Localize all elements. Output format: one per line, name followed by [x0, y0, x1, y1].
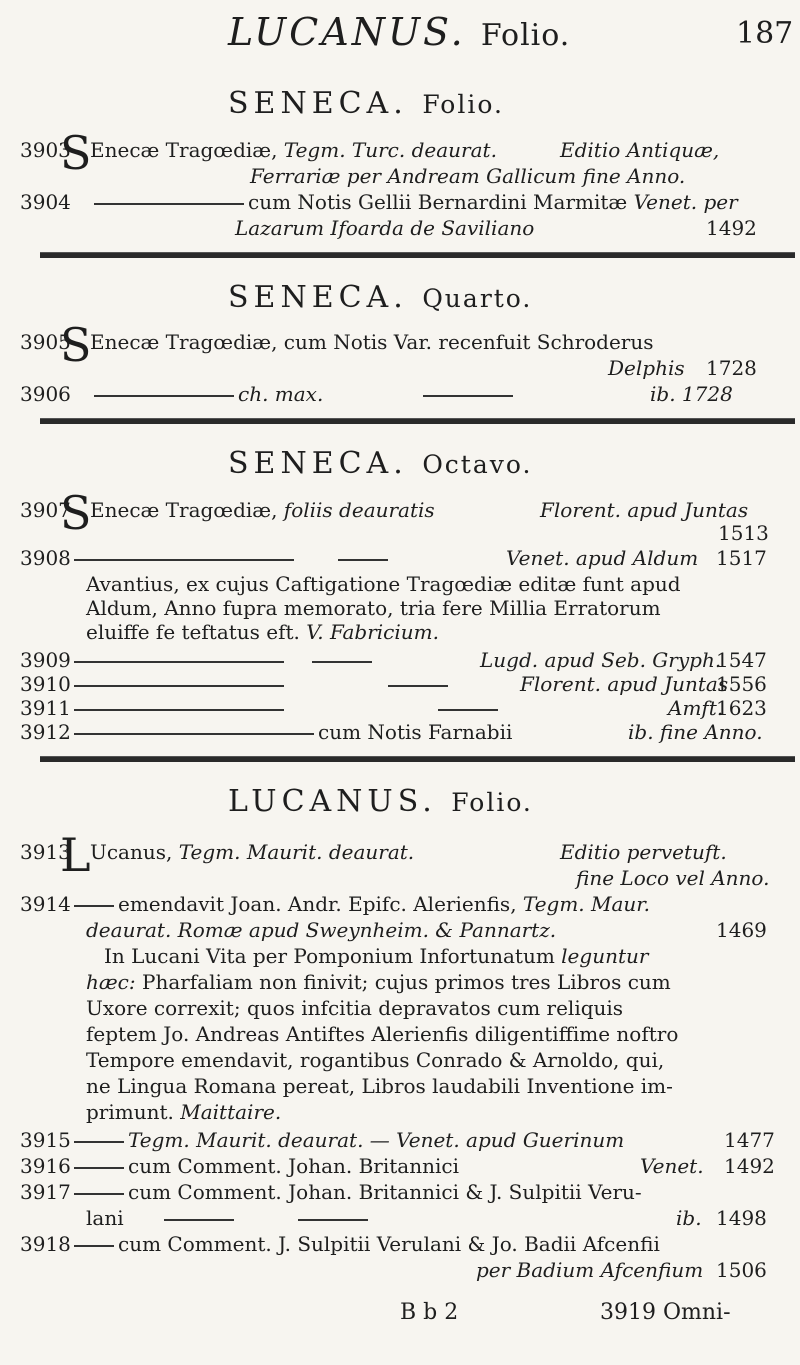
- entry-year: 1469: [716, 918, 767, 942]
- drop-cap: L: [60, 828, 91, 882]
- entry-line: cum Notis Farnabii: [70, 720, 512, 744]
- entry-line: [70, 696, 502, 720]
- section-heading-lucanus-folio: LUCANUS. Folio.: [228, 784, 533, 819]
- ditto-dash: [74, 661, 284, 663]
- entry-line: cum Comment. Johan. Britannici: [70, 1154, 459, 1178]
- entry-place: Florent. apud Juntas: [540, 498, 749, 522]
- entry-line: deaurat. Romæ apud Sweynheim. & Pannartz.: [86, 918, 557, 942]
- entry-year: 1513: [718, 521, 769, 545]
- entry-line: lani: [86, 1206, 372, 1230]
- entry-line: emendavit Joan. Andr. Epifc. Alerienfis, Tegm. Maur.: [70, 892, 650, 916]
- note-line: hæc: Pharfaliam non finivit; cujus primos tres Libros cum: [86, 970, 671, 994]
- entry-number: 3903: [20, 138, 71, 162]
- note-line: ne Lingua Romana pereat, Libros laudabili Inventione im-: [86, 1074, 673, 1098]
- entry-edition: Editio pervetuft.: [560, 840, 727, 864]
- section-heading-seneca-folio: SENECA. Folio.: [228, 86, 504, 121]
- entry-place: per Badium Afcenfium: [476, 1258, 704, 1282]
- entry-place: Lugd. apud Seb. Gryph.: [480, 648, 722, 672]
- entry-edition: Editio Antiquæ,: [560, 138, 720, 162]
- entry-place: Delphis: [608, 356, 685, 380]
- running-head-title: LUCANUS.: [228, 10, 466, 54]
- ditto-dash: [338, 559, 388, 561]
- entry-number: 3916: [20, 1154, 71, 1178]
- ditto-dash: [298, 1219, 368, 1221]
- entry-line: cum Comment. J. Sulpitii Verulani & Jo. Badii Afcenfii: [70, 1232, 660, 1256]
- ditto-dash: [423, 395, 513, 397]
- ditto-dash: [438, 709, 498, 711]
- section-rule: [40, 756, 795, 762]
- ditto-dash: [312, 661, 372, 663]
- drop-cap: S: [60, 318, 92, 372]
- ditto-dash: [74, 685, 284, 687]
- entry-year: 1498: [716, 1206, 767, 1230]
- entry-number: 3909: [20, 648, 71, 672]
- entry-place: ib. fine Anno.: [628, 720, 763, 744]
- drop-cap: S: [60, 486, 92, 540]
- section-rule: [40, 252, 795, 258]
- entry-number: 3914: [20, 892, 71, 916]
- entry-number: 3915: [20, 1128, 71, 1152]
- entry-year: 1506: [716, 1258, 767, 1282]
- entry-year: 1492: [724, 1154, 775, 1178]
- entry-year: ib. 1728: [650, 382, 733, 406]
- note-line: feptem Jo. Andreas Antiftes Alerienfis diligentiffime noftro: [86, 1022, 679, 1046]
- entry-number: 3913: [20, 840, 71, 864]
- entry-line: Ferrariæ per Andream Gallicum fine Anno.: [250, 164, 686, 188]
- entry-number: 3910: [20, 672, 71, 696]
- entry-line: Enecæ Tragœdiæ, Tegm. Turc. deaurat.: [90, 138, 497, 162]
- entry-line: cum Notis Gellii Bernardini Marmitæ Venet. per: [90, 190, 738, 214]
- entry-year: 1623: [716, 696, 767, 720]
- ditto-dash: [74, 1245, 114, 1247]
- note-line: In Lucani Vita per Pomponium Infortunatum leguntur: [104, 944, 649, 968]
- entry-place: Venet. apud Aldum: [506, 546, 699, 570]
- ditto-dash: [74, 733, 314, 735]
- entry-line: [70, 648, 376, 672]
- entry-number: 3912: [20, 720, 71, 744]
- entry-year: 1547: [716, 648, 767, 672]
- signature-mark: B b 2: [400, 1300, 459, 1325]
- entry-line: [70, 546, 392, 570]
- running-head: [228, 10, 570, 54]
- running-head-format: Folio.: [480, 18, 571, 53]
- entry-place: Venet.: [640, 1154, 704, 1178]
- entry-line: ch. max.: [90, 382, 517, 406]
- section-rule: [40, 418, 795, 424]
- entry-number: 3917: [20, 1180, 71, 1204]
- note-line: eluiffe fe teftatus eft. V. Fabricium.: [86, 620, 439, 644]
- ditto-dash: [74, 1193, 124, 1195]
- ditto-dash: [94, 395, 234, 397]
- catchword: 3919 Omni-: [600, 1300, 731, 1325]
- page-number: 187: [736, 16, 794, 51]
- drop-cap: S: [60, 126, 92, 180]
- ditto-dash: [164, 1219, 234, 1221]
- entry-line: [70, 672, 452, 696]
- note-line: Avantius, ex cujus Caftigatione Tragœdiæ editæ funt apud: [86, 572, 681, 596]
- entry-line: Tegm. Maurit. deaurat. — Venet. apud Guerinum: [70, 1128, 624, 1152]
- entry-line: Enecæ Tragœdiæ, cum Notis Var. recenfuit Schroderus: [90, 330, 654, 354]
- entry-number: 3906: [20, 382, 71, 406]
- entry-number: 3911: [20, 696, 71, 720]
- ditto-dash: [94, 203, 244, 205]
- section-heading-seneca-quarto: SENECA. Quarto.: [228, 280, 533, 315]
- entry-number: 3907: [20, 498, 71, 522]
- entry-number: 3904: [20, 190, 71, 214]
- ditto-dash: [74, 1167, 124, 1169]
- section-heading-seneca-octavo: SENECA. Octavo.: [228, 446, 533, 481]
- entry-year: 1517: [716, 546, 767, 570]
- entry-number: 3918: [20, 1232, 71, 1256]
- entry-place: Florent. apud Juntas: [520, 672, 729, 696]
- ditto-dash: [388, 685, 448, 687]
- entry-line: Enecæ Tragœdiæ, foliis deauratis: [90, 498, 435, 522]
- ditto-dash: [74, 1141, 124, 1143]
- note-line: Aldum, Anno fupra memorato, tria fere Millia Erratorum: [86, 596, 661, 620]
- entry-line: Ucanus, Tegm. Maurit. deaurat.: [90, 840, 415, 864]
- entry-place: ib.: [676, 1206, 702, 1230]
- entry-line: cum Comment. Johan. Britannici & J. Sulpitii Veru-: [70, 1180, 642, 1204]
- ditto-dash: [74, 709, 284, 711]
- entry-line: fine Loco vel Anno.: [576, 866, 770, 890]
- ditto-dash: [74, 559, 294, 561]
- ditto-dash: [74, 905, 114, 907]
- entry-year: 1492: [706, 216, 757, 240]
- entry-place: Amft.: [668, 696, 724, 720]
- entry-year: 1728: [706, 356, 757, 380]
- entry-line: Lazarum Ifoarda de Saviliano: [235, 216, 535, 240]
- entry-number: 3905: [20, 330, 71, 354]
- entry-number: 3908: [20, 546, 71, 570]
- note-line: Uxore correxit; quos infcitia depravatos cum reliquis: [86, 996, 624, 1020]
- note-line: Tempore emendavit, rogantibus Conrado & Arnoldo, qui,: [86, 1048, 665, 1072]
- entry-year: 1556: [716, 672, 767, 696]
- note-line: primunt. Maittaire.: [86, 1100, 282, 1124]
- entry-year: 1477: [724, 1128, 775, 1152]
